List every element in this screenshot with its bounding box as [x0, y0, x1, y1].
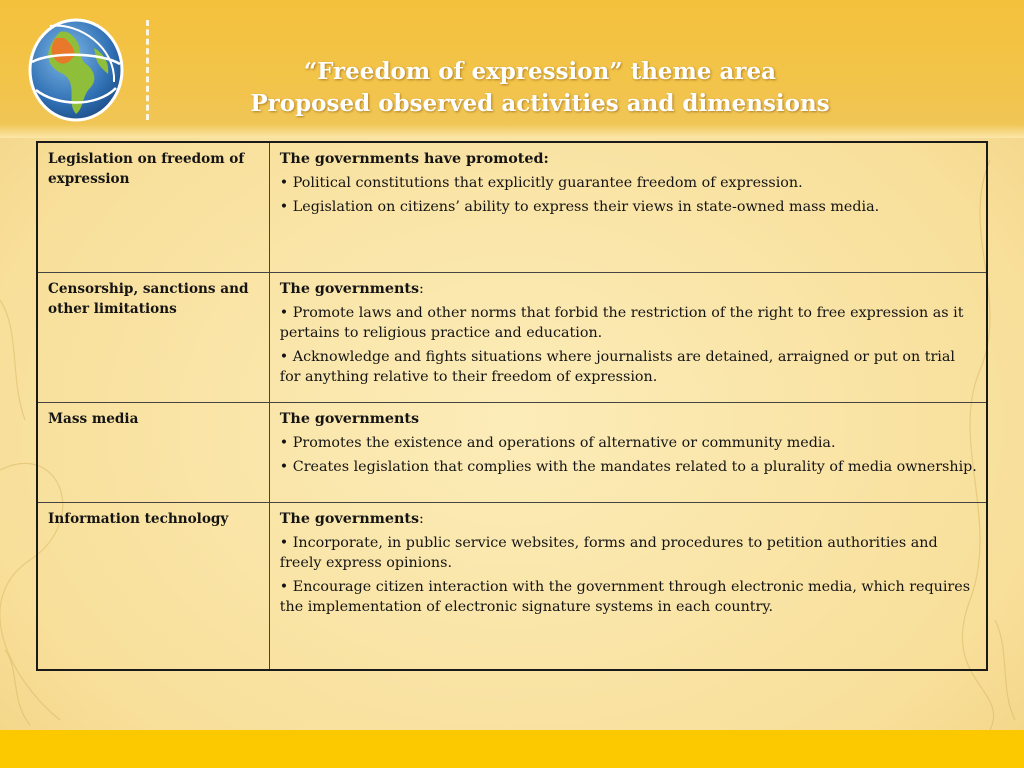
- row-lead-text: The governments: [279, 510, 420, 527]
- row-topic: Mass media: [37, 402, 269, 502]
- header-divider: [146, 20, 153, 120]
- row-topic: Censorship, sanctions and other limitations: [37, 272, 269, 402]
- title-line-2: Proposed observed activities and dimensions: [250, 90, 830, 117]
- row-lead-text: The governments: [279, 410, 420, 427]
- row-description: [269, 402, 987, 502]
- row-lead: The governments have promoted:: [279, 151, 549, 167]
- row-bullet: • Creates legislation that complies with the mandates related to a plurality of media ownership.: [279, 458, 977, 475]
- row-lead: [280, 409, 977, 429]
- row-topic: Information technology: [37, 502, 269, 670]
- activities-table: [36, 141, 988, 671]
- globe-icon: [20, 12, 130, 124]
- row-lead: [280, 509, 977, 529]
- row-description: [269, 502, 987, 670]
- row-lead: [280, 279, 977, 299]
- title-line-1: “Freedom of expression” theme area: [303, 58, 777, 85]
- table-row: [37, 502, 987, 670]
- footer-bar: [0, 730, 1024, 768]
- row-description: [269, 142, 987, 272]
- table-row: [37, 272, 987, 402]
- table-row: [37, 142, 987, 272]
- row-description: [269, 272, 987, 402]
- row-bullet: • Legislation on citizens’ ability to express their views in state-owned mass media.: [279, 199, 880, 215]
- row-bullet: • Encourage citizen interaction with the government through electronic media, which requires the implementation of electronic signature systems in each country.: [279, 578, 971, 615]
- row-lead-suffix: :: [419, 510, 424, 527]
- row-bullet: • Incorporate, in public service websites, forms and procedures to petition authorities and freely express opinions.: [279, 534, 938, 571]
- row-lead-suffix: :: [419, 280, 424, 297]
- row-bullet: • Acknowledge and fights situations where journalists are detained, arraigned or put on trial for anything relative to their freedom of expression.: [279, 348, 955, 385]
- row-lead-text: The governments: [279, 280, 420, 297]
- slide-title: [160, 56, 920, 120]
- row-bullet: • Political constitutions that explicitly guarantee freedom of expression.: [279, 175, 803, 191]
- row-topic: Legislation on freedom of expression: [37, 142, 269, 272]
- row-bullet: • Promotes the existence and operations of alternative or community media.: [279, 434, 836, 451]
- table-row: [37, 402, 987, 502]
- row-bullet: • Promote laws and other norms that forbid the restriction of the right to free expression as it pertains to religious practice and education.: [279, 304, 964, 341]
